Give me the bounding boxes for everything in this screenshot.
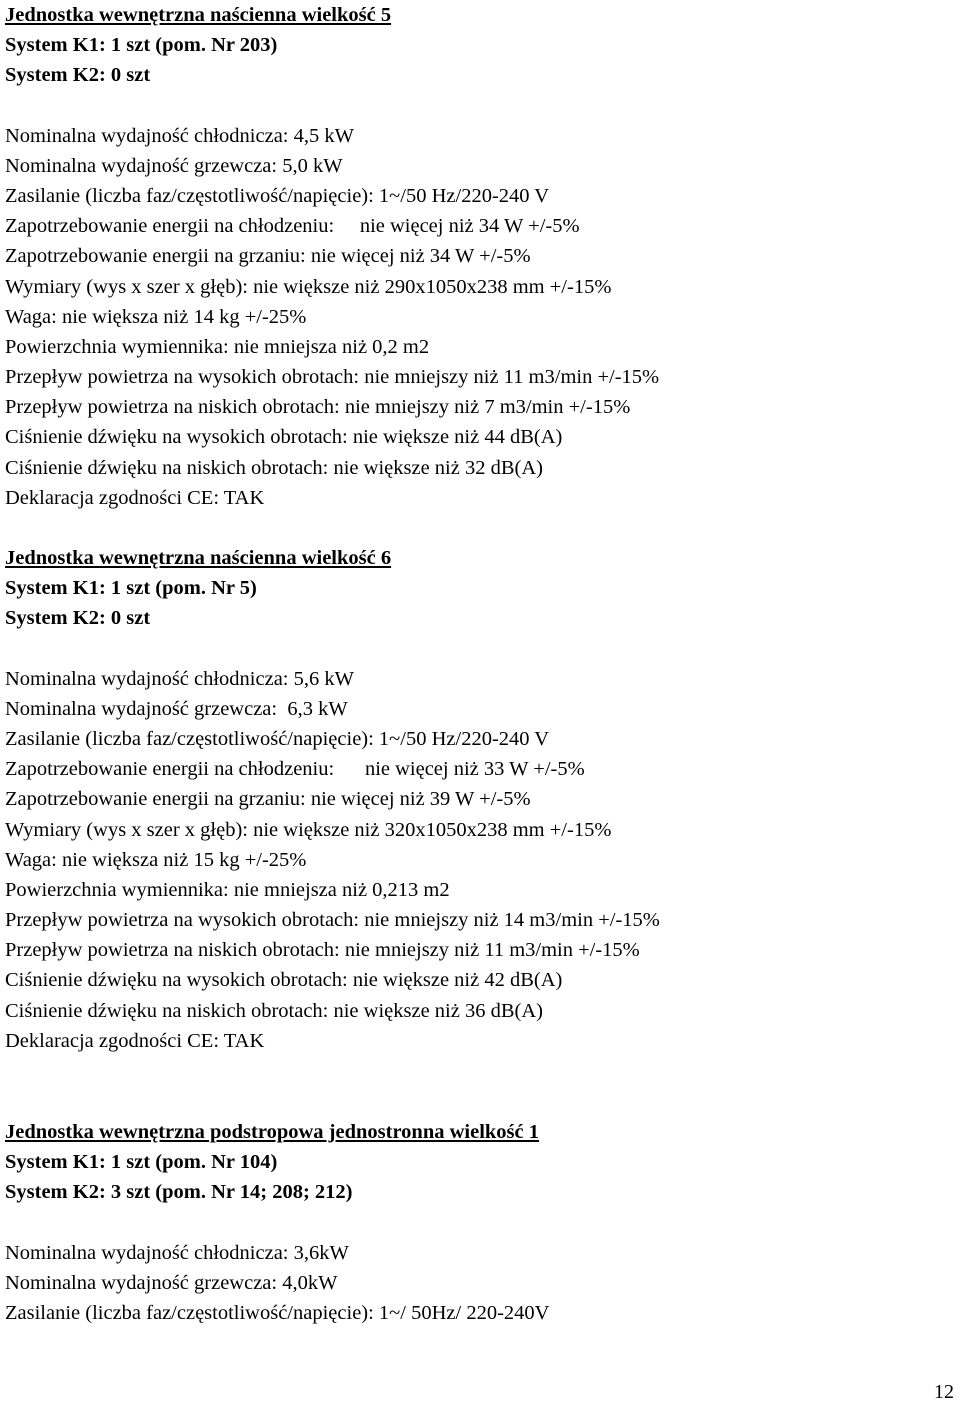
document-page [5,0,955,1328]
spec-line: Zapotrzebowanie energii na chłodzeniu: nie więcej niż 33 W +/-5% [5,758,585,781]
section-title: Jednostka wewnętrzna podstropowa jednostronna wielkość 1 [5,1121,539,1143]
system-k2-line: System K2: 3 szt (pom. Nr 14; 208; 212) [5,1181,353,1204]
spec-line: Przepływ powietrza na wysokich obrotach: nie mniejszy niż 11 m3/min +/-15% [5,366,660,389]
spec-line: Przepływ powietrza na niskich obrotach: nie mniejszy niż 11 m3/min +/-15% [5,939,640,962]
section-title: Jednostka wewnętrzna naścienna wielkość 6 [5,547,392,569]
spec-line: Deklaracja zgodności CE: TAK [5,486,265,509]
spec-line: Przepływ powietrza na wysokich obrotach: nie mniejszy niż 14 m3/min +/-15% [5,909,660,932]
spec-line: Ciśnienie dźwięku na niskich obrotach: nie większe niż 36 dB(A) [5,999,543,1022]
spec-line: Nominalna wydajność chłodnicza: 4,5 kW [5,124,354,147]
spec-line: Zasilanie (liczba faz/częstotliwość/napięcie): 1~/ 50Hz/ 220-240V [5,1301,550,1324]
system-k2-line: System K2: 0 szt [5,607,151,630]
system-k1-line: System K1: 1 szt (pom. Nr 104) [5,1151,278,1174]
spec-line: Nominalna wydajność chłodnicza: 5,6 kW [5,667,354,690]
spec-line: Nominalna wydajność grzewcza: 5,0 kW [5,154,343,177]
system-k1-line: System K1: 1 szt (pom. Nr 203) [5,34,278,57]
section-wall-unit-size-6 [5,543,955,1056]
spec-line: Zapotrzebowanie energii na chłodzeniu: nie więcej niż 34 W +/-5% [5,215,580,238]
spec-line: Nominalna wydajność grzewcza: 6,3 kW [5,697,348,720]
spec-line: Ciśnienie dźwięku na wysokich obrotach: nie większe niż 42 dB(A) [5,969,563,992]
section-ceiling-unit-size-1 [5,1117,955,1328]
spec-line: Nominalna wydajność chłodnicza: 3,6kW [5,1241,349,1264]
spec-line: Ciśnienie dźwięku na wysokich obrotach: nie większe niż 44 dB(A) [5,426,563,449]
section-title: Jednostka wewnętrzna naścienna wielkość 5 [5,4,392,26]
section-wall-unit-size-5 [5,0,955,513]
spec-line: Nominalna wydajność grzewcza: 4,0kW [5,1271,338,1294]
spec-line: Deklaracja zgodności CE: TAK [5,1029,265,1052]
spec-line: Wymiary (wys x szer x głęb): nie większe niż 320x1050x238 mm +/-15% [5,818,612,841]
spec-line: Powierzchnia wymiennika: nie mniejsza niż 0,2 m2 [5,335,430,358]
spec-line: Przepływ powietrza na niskich obrotach: nie mniejszy niż 7 m3/min +/-15% [5,396,631,419]
spec-line: Powierzchnia wymiennika: nie mniejsza niż 0,213 m2 [5,878,450,901]
page-number: 12 [934,1381,954,1403]
spec-line: Zapotrzebowanie energii na grzaniu: nie więcej niż 39 W +/-5% [5,788,531,811]
spec-line: Zasilanie (liczba faz/częstotliwość/napięcie): 1~/50 Hz/220-240 V [5,727,550,750]
spec-line: Zasilanie (liczba faz/częstotliwość/napięcie): 1~/50 Hz/220-240 V [5,184,550,207]
system-k2-line: System K2: 0 szt [5,64,151,87]
spec-line: Ciśnienie dźwięku na niskich obrotach: nie większe niż 32 dB(A) [5,456,543,479]
spec-line: Waga: nie większa niż 14 kg +/-25% [5,305,307,328]
system-k1-line: System K1: 1 szt (pom. Nr 5) [5,577,257,600]
spec-line: Waga: nie większa niż 15 kg +/-25% [5,848,307,871]
spec-line: Zapotrzebowanie energii na grzaniu: nie więcej niż 34 W +/-5% [5,245,531,268]
spec-line: Wymiary (wys x szer x głęb): nie większe niż 290x1050x238 mm +/-15% [5,275,612,298]
